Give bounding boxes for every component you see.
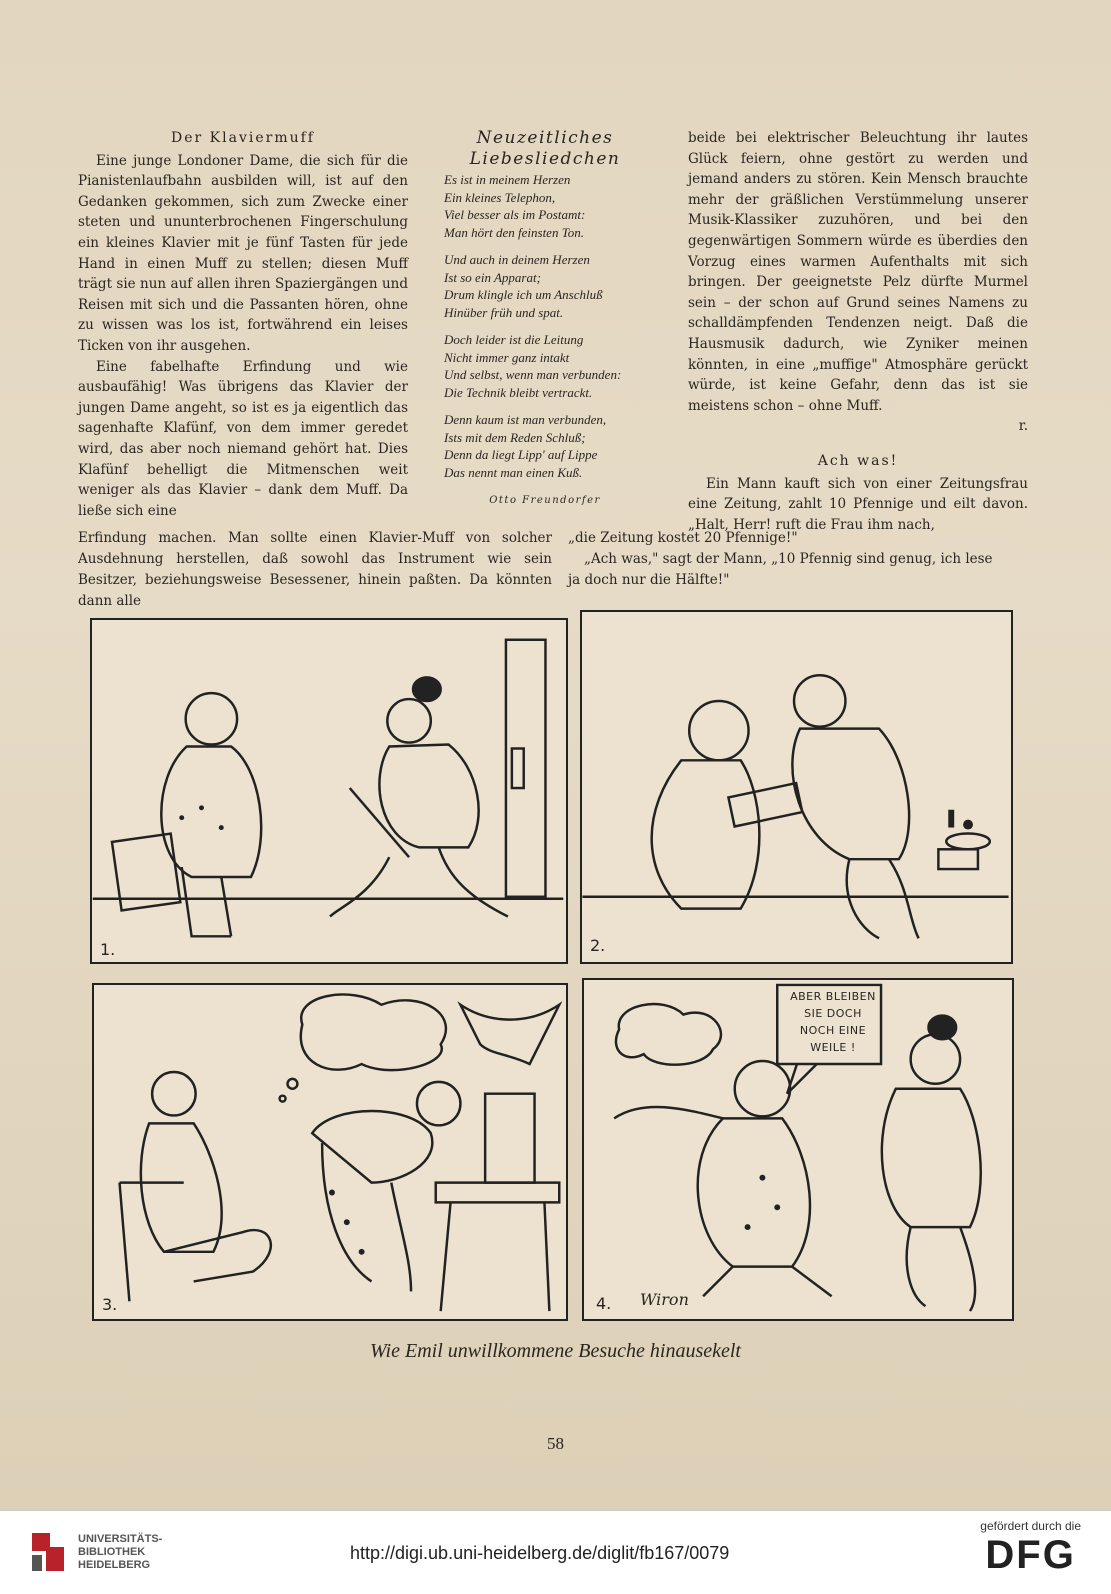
poem-line: Es ist in meinem Herzen xyxy=(444,172,571,188)
continuation-block xyxy=(78,528,1028,612)
article-paragraph: beide bei elektrischer Beleuchtung ihr lautes Glück feiern, ohne gestört zu werden und jemand anders zu stören. Kein Mensch brauchte mehr der gräßlichen Verstümmelung unserer Musik-Klassiker zuzuhören, und bei den gegenwärtigen Sommern würde es überdies den Vorzug eines warmen Aufenthalts mit sich bringen. Der geeignetste Pelz dürfte Murmel sein – der schon auf Grund seines Namens zu schalldämpfenden Tendenzen neigt. Daß die Hausmusik dadurch, wie Zyniker meinen könnten, in eine „muffige" Atmosphäre gerückt würde, ist keine Gefahr, denn das ist sie meistens schon – ohne Muff. xyxy=(688,130,1028,414)
article-line: „Ach was," sagt der Mann, „10 Pfennig sind genug, ich lese xyxy=(584,551,993,567)
poem-line: Und auch in deinem Herzen xyxy=(444,252,590,268)
poem-line: Man hört den feinsten Ton. xyxy=(444,224,584,240)
poem-line: Das nennt man einen Kuß. xyxy=(444,464,583,480)
poem-line: Doch leider ist die Leitung xyxy=(444,332,584,348)
article-klaviermuff xyxy=(78,128,408,521)
article-paragraph: Eine junge Londoner Dame, die sich für die Pianistenlaufbahn ausbilden will, ist auf den Gedanken gekommen, sich zum Zwecke einer steten und ununterbrochenen Fingerschulung ein kleines Klavier mit je fünf Tasten für jede Hand in einen Muff zu stellen; diesen Muff trägt sie nun auf allen ihren Spaziergängen und Reisen mit sich und die Passanten hören, ohne zu wissen was los ist, fortwährend ein leises Ticken von ihr ausgehen. xyxy=(78,152,408,354)
source-url-link[interactable]: http://digi.ub.uni-heidelberg.de/diglit/fb167/0079 xyxy=(350,1543,730,1563)
dfg-logo xyxy=(980,1519,1081,1577)
poem-line: Viel besser als im Postamt: xyxy=(444,207,586,223)
comic-caption: Wie Emil unwillkommene Besuche hinausekelt xyxy=(369,1340,741,1362)
poem-line: Die Technik bleibt vertrackt. xyxy=(444,384,593,400)
library-logo xyxy=(28,1529,162,1575)
panel-number: 4. xyxy=(596,1294,612,1313)
poem-line: Und selbst, wenn man verbunden: xyxy=(444,367,622,383)
speech-line: ABER BLEIBEN xyxy=(790,990,876,1003)
poem-line: Denn da liegt Lipp' auf Lippe xyxy=(444,447,598,463)
poem-line: Denn kaum ist man verbunden, xyxy=(444,412,607,428)
dfg-wordmark: DFG xyxy=(985,1533,1076,1577)
article-heading: Ach was! xyxy=(817,452,899,469)
comic-drawing xyxy=(582,612,1011,962)
comic-panel-4 xyxy=(582,978,1014,1321)
speech-line: WEILE ! xyxy=(810,1041,856,1054)
article-paragraph: Erfindung machen. Man sollte einen Klavier-Muff von solcher Ausdehnung herstellen, daß sowohl das Instrument wie sein Besitzer, beziehungsweise Besessener, hinein paßten. Da könnten dann alle xyxy=(78,530,552,609)
library-name-line: UNIVERSITÄTS- xyxy=(78,1532,163,1545)
poem-line: Hinüber früh und spat. xyxy=(444,304,564,320)
article-signature: r. xyxy=(1018,418,1028,435)
poem-stanza xyxy=(444,171,676,241)
poem-line: Nicht immer ganz intakt xyxy=(444,349,570,365)
library-name-line: HEIDELBERG xyxy=(78,1558,151,1571)
poem-line: Ist so ein Apparat; xyxy=(444,269,541,285)
poem-line: Ists mit dem Reden Schluß; xyxy=(444,429,586,445)
speech-line: SIE DOCH xyxy=(804,1007,862,1020)
poem-stanza xyxy=(444,411,676,481)
poem-line: Ein kleines Telephon, xyxy=(444,189,556,205)
speech-bubble xyxy=(781,988,885,1056)
poem-stanza xyxy=(444,251,676,321)
article-paragraph: Ein Mann kauft sich von einer Zeitungsfrau eine Zeitung, zahlt 10 Pfennige und eilt davon. „Halt, Herr! ruft die Frau ihm nach, xyxy=(688,475,1028,533)
poem-stanza xyxy=(444,331,676,401)
panel-number: 3. xyxy=(102,1295,118,1314)
comic-panel-3 xyxy=(92,983,568,1321)
funded-by-text: gefördert durch die xyxy=(980,1519,1081,1533)
comic-panel-1 xyxy=(90,618,568,964)
library-seal-icon xyxy=(28,1529,68,1575)
comic-drawing xyxy=(92,620,566,962)
digitization-footer xyxy=(0,1510,1111,1594)
poem-title: Neuzeitliches Liebesliedchen xyxy=(469,128,621,169)
artist-signature: Wiron xyxy=(640,1290,689,1309)
article-paragraph: Eine fabelhafte Erfindung und wie ausbaufähig! Was übrigens das Klavier der jungen Dame angeht, so ist es ja eigentlich das sagenhafte Klafünf, von dem immer geredet wird, das aber noch niemand gehört hat. Dies Klafünf behelligt die Mitmenschen weit weniger als das Klavier – dank dem Muff. Da ließe sich eine xyxy=(78,358,408,519)
article-continuation xyxy=(688,128,1028,535)
article-line: ja doch nur die Hälfte!" xyxy=(568,572,730,588)
poem xyxy=(414,128,676,512)
page-number: 58 xyxy=(547,1434,564,1453)
panel-number: 2. xyxy=(590,936,606,955)
comic-panel-2 xyxy=(580,610,1013,964)
library-name-line: BIBLIOTHEK xyxy=(78,1545,146,1558)
article-heading: Der Klaviermuff xyxy=(171,130,315,146)
poem-author: Otto Freundorfer xyxy=(489,495,601,507)
comic-drawing xyxy=(94,985,566,1319)
poem-line: Drum klingle ich um Anschluß xyxy=(444,287,603,303)
article-line: „die Zeitung kostet 20 Pfennige!" xyxy=(568,530,798,546)
speech-line: NOCH EINE xyxy=(799,1024,867,1037)
panel-number: 1. xyxy=(100,940,116,959)
